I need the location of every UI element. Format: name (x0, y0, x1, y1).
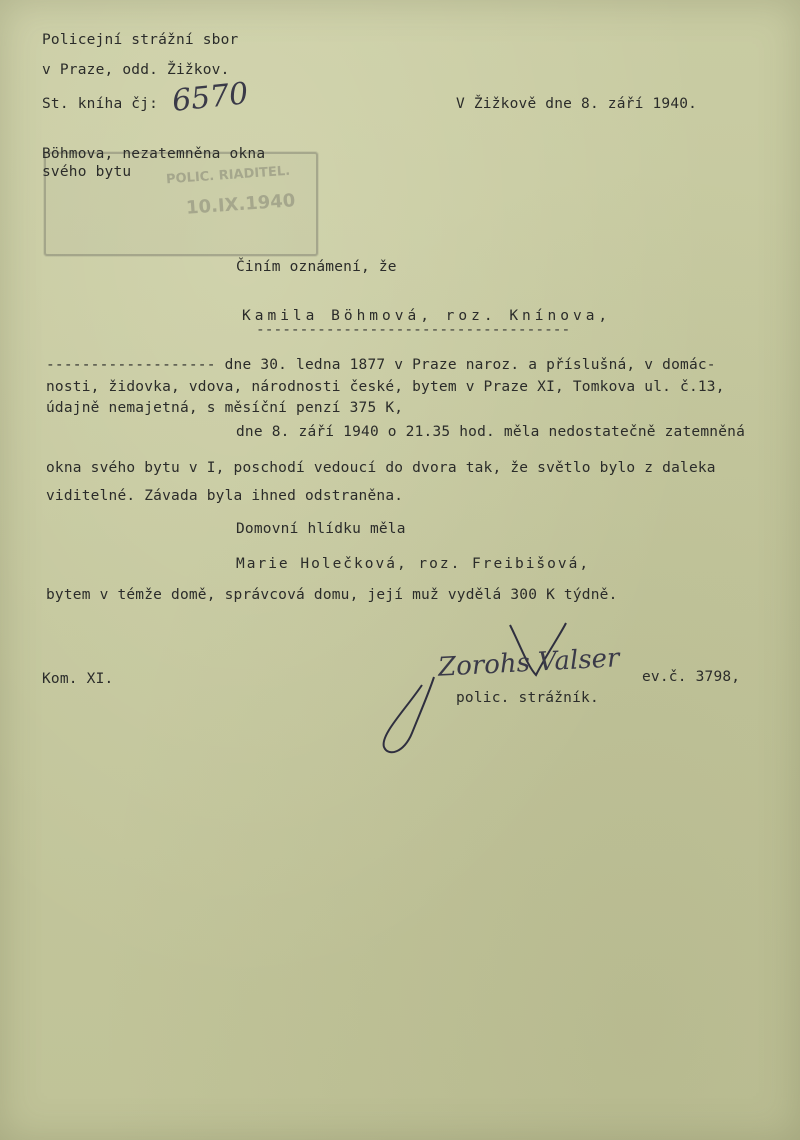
stamp-text-2: 10.IX.1940 (185, 190, 297, 219)
place-date: V Žižkově dne 8. září 1940. (456, 96, 698, 112)
warden-detail: bytem v témže domě, správcová domu, její muž vydělá 300 K týdně. (46, 587, 618, 603)
para2-line2: okna svého bytu v I, poschodí vedoucí do dvora tak, že světlo bylo z daleka (46, 460, 716, 476)
officer-title: polic. strážník. (456, 690, 599, 706)
para2-line1: dne 8. září 1940 o 21.35 hod. měla nedostatečně zatemněná (236, 424, 745, 440)
para1-line2: nosti, židovka, vdova, národnosti české, bytem v Praze XI, Tomkova ul. č.13, (46, 379, 725, 395)
report-intro: Činím oznámení, že (236, 259, 397, 275)
reference-number-handwritten: 6570 (170, 76, 250, 119)
warden-intro: Domovní hlídku měla (236, 521, 406, 537)
stamp-text-1: POLIC. RIADITEL. (165, 163, 291, 188)
para2-line3: viditelné. Závada byla ihned odstraněna. (46, 488, 404, 504)
office-line-1: Policejní strážní sbor (42, 32, 239, 48)
name-underline: ------------------------------------ (256, 322, 571, 338)
para1-line1: ------------------- dne 30. ledna 1877 v Praze naroz. a příslušná, v domác- (46, 357, 716, 373)
subject-line-2: svého bytu (42, 164, 132, 180)
warden-name: Marie Holečková, roz. Freibišová, (236, 556, 591, 572)
badge-number: ev.č. 3798, (642, 669, 741, 685)
person-name: Kamila Böhmová, roz. Knínova, (242, 308, 612, 324)
signature-handwritten: Zorohs Valser (437, 643, 621, 683)
para1-line3: údajně nemajetná, s měsíční penzí 375 K, (46, 400, 404, 416)
office-line-2: v Praze, odd. Žižkov. (42, 62, 230, 78)
subject-line-1: Böhmova, nezatemněna okna (42, 146, 266, 162)
reference-label: St. kníha čj: (42, 96, 159, 112)
commissariat-label: Kom. XI. (42, 671, 114, 687)
